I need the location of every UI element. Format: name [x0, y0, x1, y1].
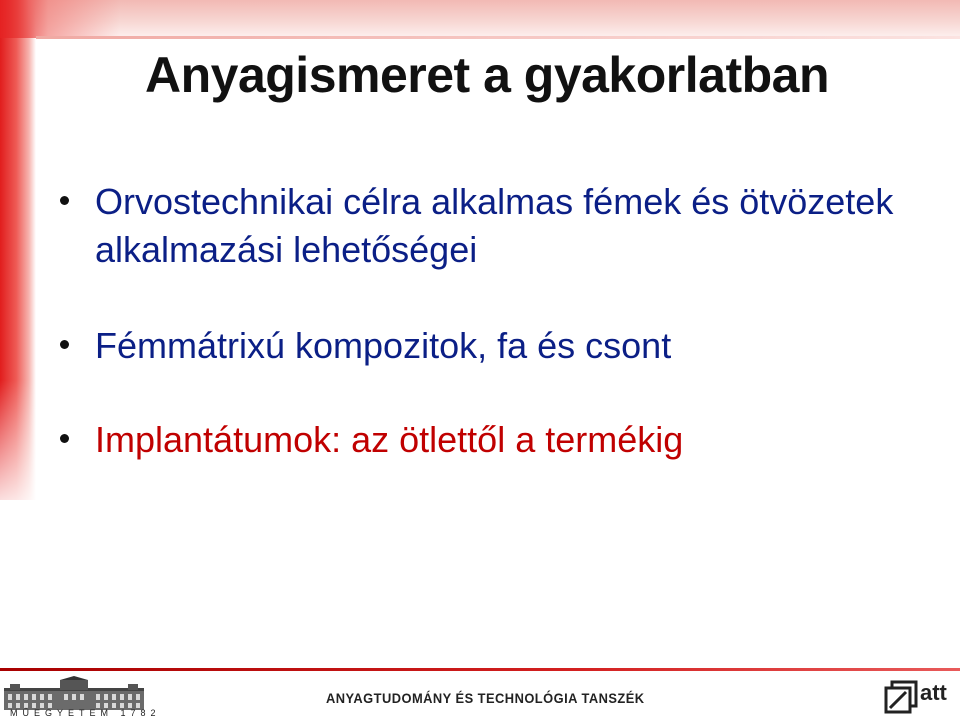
- bullet-text: Fémmátrixú kompozitok, fa és csont: [95, 325, 672, 366]
- left-decor-fade: [0, 380, 40, 520]
- bullet-item: [60, 178, 920, 274]
- top-decor-edge: [36, 36, 960, 39]
- att-logo-icon: [884, 680, 918, 714]
- bullet-list: [60, 178, 920, 464]
- corner-decor: [0, 0, 120, 38]
- top-decor-band: [0, 0, 960, 38]
- bullet-item: [60, 322, 920, 370]
- building-icon: [4, 676, 144, 710]
- bullet-dot-icon: [60, 434, 69, 443]
- bullet-text: Implantátumok: az ötlettől a termékig: [95, 419, 684, 460]
- att-logo-text: att: [920, 680, 947, 705]
- department-name: ANYAGTUDOMÁNY ÉS TECHNOLÓGIA TANSZÉK: [326, 690, 645, 706]
- slide-title: Anyagismeret a gyakorlatban: [145, 47, 829, 103]
- bullet-dot-icon: [60, 340, 69, 349]
- university-label: MŰEGYETEM 1782: [10, 708, 161, 718]
- bullet-text: Orvostechnikai célra alkalmas fémek és ötvözetek alkalmazási lehetőségei: [95, 181, 894, 270]
- bullet-item: [60, 416, 920, 464]
- bullet-dot-icon: [60, 196, 69, 205]
